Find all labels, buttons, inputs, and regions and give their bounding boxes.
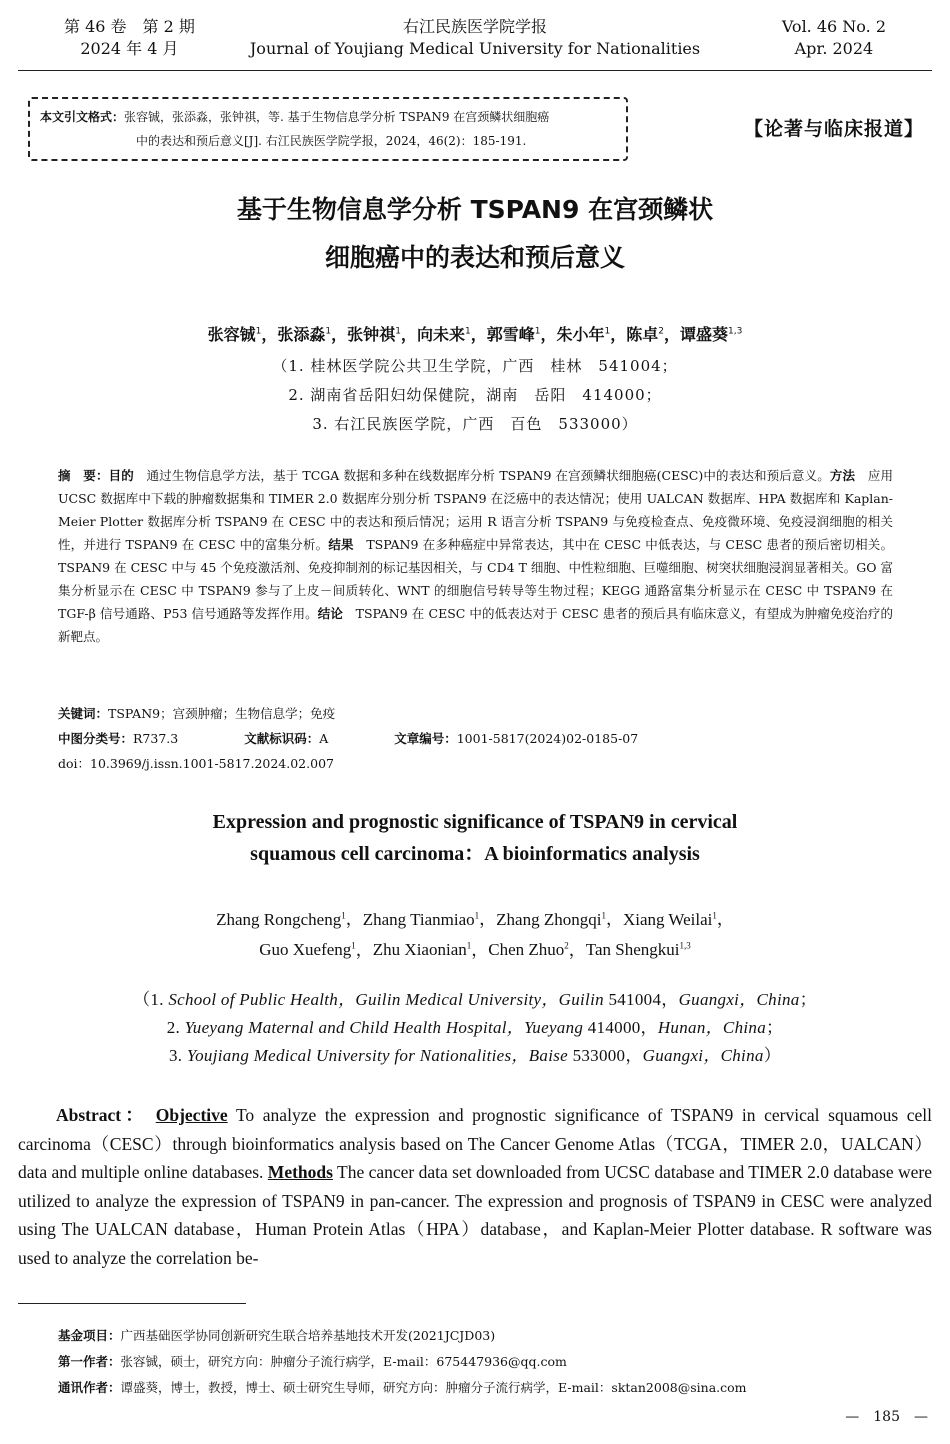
author-en-affiliation-mark: 1,3 <box>679 940 691 951</box>
author-en-affiliation-mark: 1 <box>712 910 717 920</box>
authors-cn: 张容铖$^1$，张添淼$^1$，张钟祺$^1$，向未来$^1$，郭雪峰$^1$，朱小年$^1$，陈卓$^2$，谭盛葵$^{1,3}$ <box>207 325 743 344</box>
header-volume-cn: 第 46 卷 第 2 期 2024 年 4 月 <box>64 17 195 58</box>
citation-box <box>28 97 628 161</box>
header-volume-en: Vol. 46 No. 2 Apr. 2024 <box>781 17 886 58</box>
author-cn: 朱小年$^1$ <box>556 325 611 344</box>
author-cn: 张添淼$^1$ <box>277 325 332 344</box>
author-en: Zhang Tianmiao$^1$ <box>362 909 480 929</box>
footnote-rule <box>18 1303 246 1304</box>
affiliations-cn: （1. 桂林医学院公共卫生学院，广西 桂林 541004； 2. 湖南省岳阳妇幼保健院，湖南 岳阳 414000； 3. 右江民族医学院，广西 百色 533000） <box>272 357 678 433</box>
page-title-cn: 基于生物信息学分析 TSPAN9 在宫颈鳞状 细胞癌中的表达和预后意义 <box>236 195 714 272</box>
affiliations-en <box>0 986 950 1070</box>
author-en: Zhang Rongcheng$^1$ <box>216 909 346 929</box>
author-cn-affiliation-mark: 1 <box>534 326 541 337</box>
author-en-affiliation-mark: 1 <box>601 910 606 920</box>
author-en: Guo Xuefeng$^1$ <box>259 940 356 960</box>
author-cn-affiliation-mark: 2 <box>658 326 664 337</box>
author-en-affiliation-mark: 1 <box>474 910 480 920</box>
footnote-corresponding-author: 通讯作者：谭盛葵，博士，教授，博士、硕士研究生导师，研究方向：肿瘤分子流行病学，E-mail：sktan2008@sina.com <box>58 1380 747 1395</box>
header-rule <box>18 70 932 71</box>
footnote-first-author: 第一作者：张容铖，硕士，研究方向：肿瘤分子流行病学，E-mail：675447936@qq.com <box>58 1354 567 1369</box>
author-cn: 张钟祺$^1$ <box>347 325 401 344</box>
author-cn-affiliation-mark: 1 <box>604 326 611 337</box>
citation-label: 本文引文格式： <box>40 110 125 124</box>
author-en-affiliation-mark: 1 <box>341 910 346 920</box>
author-cn: 谭盛葵$^{1,3}$ <box>680 325 743 344</box>
author-en: Zhu Xiaonian$^1$ <box>372 940 472 960</box>
abstract-en: Abstract： Objective To analyze the expression and prognostic significance of TSPAN9 in cervical squamous cell carcinoma（CESC）through bioinformatics analysis based on The Cancer Genome Atlas（TCGA，TIMER 2.0，UALCAN）data and multiple online databases. Methods The cancer data set downloaded from UCSC database and TIMER 2.0 database were utilized to analyze the expression of TSPAN9 in pan-cancer. The expression and prognosis of TSPAN9 in CESC were analyzed using The UALCAN database，Human Protein Atlas（HPA）database，and Kaplan-Meier Plotter database. R software was used to analyze the correlation be- <box>18 1105 933 1268</box>
citation-line1: 张容铖，张添淼，张钟祺，等. 基于生物信息学分析 TSPAN9 在宫颈鳞状细胞癌 <box>124 110 550 124</box>
author-cn: 向未来$^1$ <box>416 325 471 344</box>
page-title-en: Expression and prognostic significance of TSPAN9 in cervical squamous cell carcinoma：A bioinformatics analysis <box>212 811 738 865</box>
author-en: Xiang Weilai$^1$ <box>622 909 717 929</box>
affiliation-en: 2. Yueyang Maternal and Child Health Hospital，Yueyang 414000，Hunan，China； <box>166 1018 784 1037</box>
author-en: Chen Zhuo$^2$ <box>488 940 569 960</box>
footnote-funding: 基金项目：广西基础医学协同创新研究生联合培养基地技术开发(2021JCJD03) <box>58 1328 496 1343</box>
column-tag: 【论著与临床报道】 <box>743 118 924 140</box>
author-cn-affiliation-mark: 1 <box>464 326 471 337</box>
author-en: Zhang Zhongqi$^1$ <box>496 909 606 929</box>
authors-en: Zhang Rongcheng$^1$，Zhang Tianmiao$^1$，Zhang Zhongqi$^1$，Xiang Weilai$^1$， Guo Xuefeng$^1$，Zhu Xiaonian$^1$，Chen Zhuo$^2$，Tan Shengkui$^{1,3}$ <box>216 909 734 960</box>
abstract-cn: 摘 要：目的 通过生物信息学方法，基于 TCGA 数据和多种在线数据库分析 TSPAN9 在宫颈鳞状细胞癌(CESC)中的表达和预后意义。方法 应用 UCSC 数据库中下载的肿瘤数据集和 TIMER 2.0 数据库分别分析 TSPAN9 在泛癌中的表达情况；使用 UALCAN 数据库、HPA 数据库和 Kaplan-Meier Plotter 数据库分析 TSPAN9 在 CESC 中的表达和预后情况；运用 R 语言分析 TSPAN9 与免疫检查点、免疫微环境、免疫浸润细胞的相关性，并进行 TSPAN9 在 CESC 中的富集分析。结果 TSPAN9 在多种癌症中异常表达，其中在 CESC 中低表达，与 CESC 患者的预后密切相关。TSPAN9 在 CESC 中与 45 个免疫激活剂、免疫抑制剂的标记基因相关，与 CD4 T 细胞、中性粒细胞、巨噬细胞、树突状细胞浸润显著相关。GO 富集分析显示在 CESC 中 TSPAN9 参与了上皮－间质转化、WNT 的细胞信号转导等生物过程；KEGG 通路富集分析显示在 CESC 中 TSPAN9 在 TGF-β 信号通路、P53 信号通路等发挥作用。结论 TSPAN9 在 CESC 中的低表达对于 CESC 患者的预后具有临床意义，有望成为肿瘤免疫治疗的新靶点。 <box>58 468 893 644</box>
header-journal: 右江民族医学院学报 Journal of Youjiang Medical University for Nationalities <box>249 17 701 58</box>
citation-line2: 中的表达和预后意义[J]. 右江民族医学院学报，2024，46(2)：185-191. <box>136 134 527 148</box>
affiliation-en: 3. Youjiang Medical University for Nationalities，Baise 533000，Guangxi，China） <box>169 1046 781 1065</box>
affiliation-en: （1. School of Public Health，Guilin Medical University，Guilin 541004，Guangxi，China； <box>133 990 817 1009</box>
doi: doi：10.3969/j.issn.1001-5817.2024.02.007 <box>58 756 334 771</box>
footnotes <box>58 1323 918 1401</box>
author-en-affiliation-mark: 1 <box>351 940 356 951</box>
author-cn-affiliation-mark: 1,3 <box>728 326 743 337</box>
author-cn-affiliation-mark: 1 <box>395 326 401 337</box>
author-cn-affiliation-mark: 1 <box>255 326 262 337</box>
author-en-affiliation-mark: 1 <box>466 940 472 951</box>
keywords-cn: 关键词：TSPAN9；宫颈肿瘤；生物信息学；免疫 <box>58 706 336 721</box>
author-cn: 郭雪峰$^1$ <box>486 325 541 344</box>
author-en-affiliation-mark: 2 <box>564 940 569 951</box>
author-en: Tan Shengkui$^{1,3}$ <box>585 940 691 960</box>
page-number: — 185 — <box>845 1409 928 1425</box>
author-cn: 张容铖$^1$ <box>207 325 262 344</box>
author-cn: 陈卓$^2$ <box>626 325 664 344</box>
author-cn-affiliation-mark: 1 <box>325 326 332 337</box>
classification-line: 中图分类号：R737.3 文献标识码：A 文章编号：1001-5817(2024)02-0185-07 <box>58 731 639 746</box>
